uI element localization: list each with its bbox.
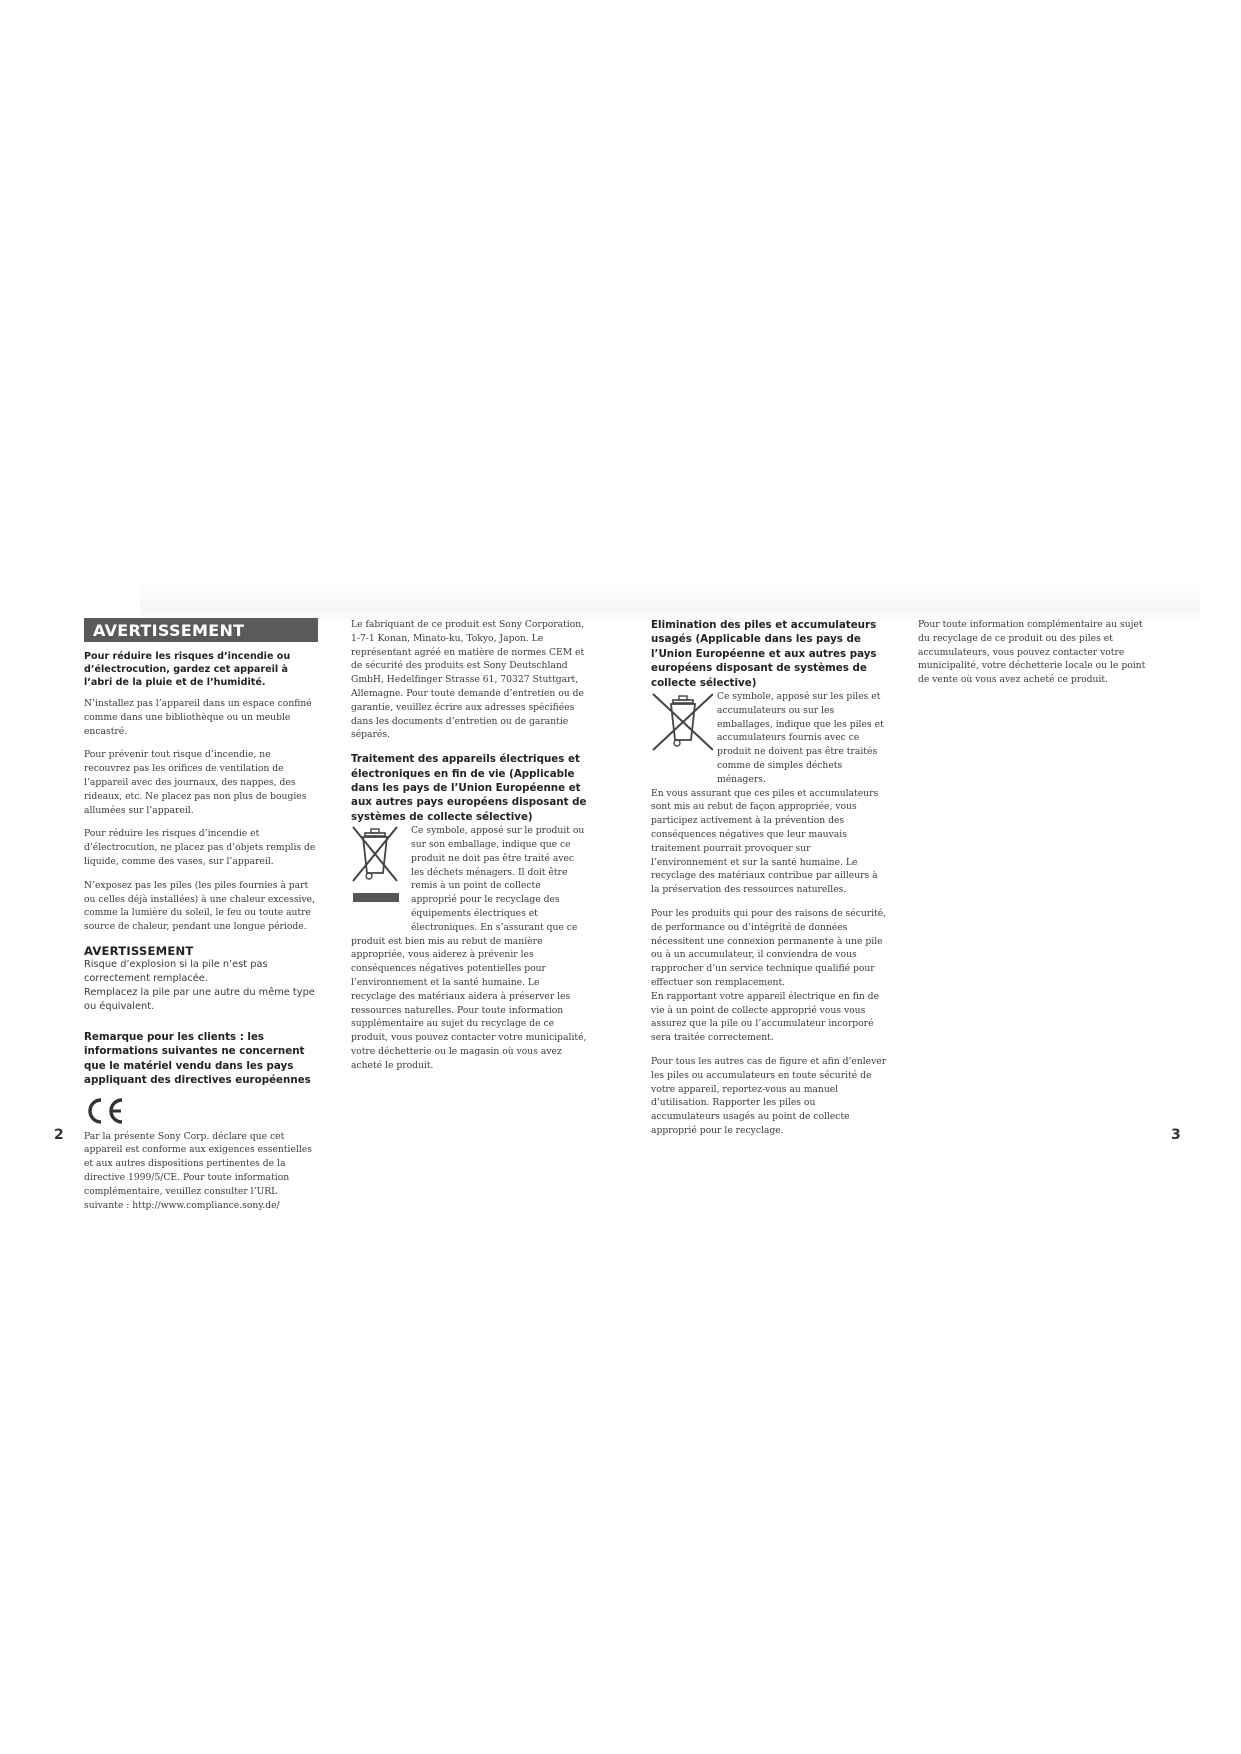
crossed-bin-svg (351, 825, 399, 883)
battery-symbol-block (651, 690, 887, 787)
paragraph: En vous assurant que ces piles et accumulateurs sont mis au rebut de façon appropriée, vous participez activement à la prévention des conséquences négatives que leur mauvais traitement pourrait provoquer sur l’environnement et sur la santé humaine. Le recyclage des matériaux contribue par ailleurs à la préservation des ressources naturelles. (651, 787, 879, 896)
weee-block (351, 824, 587, 934)
column-4 (918, 618, 1152, 697)
warning-banner: AVERTISSEMENT (84, 618, 318, 642)
page-number-left: 2 (54, 1127, 64, 1143)
paragraph: En rapportant votre appareil électrique en fin de vie à un point de collecte approprié vous vous assurez que la pile ou l’accumulateur incorporé sera traitée correctement. (651, 990, 880, 1044)
crossed-bin-icon (351, 825, 399, 902)
section-heading: AVERTISSEMENT (84, 943, 194, 958)
warning-lead: Pour réduire les risques d’incendie ou d’électrocution, gardez cet appareil à l’abri de la pluie et de l’humidité. (84, 651, 291, 688)
manufacturer-paragraph: Le fabriquant de ce produit est Sony Corporation, 1-7-1 Konan, Minato-ku, Tokyo, Japon. Le représentant agréé en matière de normes CEM et de sécurité des produits est Sony Deutschland GmbH, Hedelfinger Strasse 61, 70327 Stuttgart, Allemagne. Pour toute demande d’entretien ou de garantie, veuillez écrire aux adresses spécifiées dans les documents d’entretien ou de garantie séparés. (351, 619, 585, 741)
weee-bar (353, 893, 399, 902)
weee-side-text: Ce symbole, apposé sur le produit ou sur son emballage, indique que ce produit ne doit pas être traité avec les déchets ménagers. Il doit être remis à un point de collecte approprié pour le recyclage des équipements électriques et électroniques. En s’assurant que ce (411, 825, 585, 933)
paragraph: N’exposez pas les piles (les piles fournies à part ou celles déjà installées) à une chaleur excessive, comme la lumière du soleil, le feu ou toute autre source de chaleur, pendant une longue période. (84, 879, 316, 933)
page-number-right: 3 (1171, 1127, 1181, 1143)
column-3 (651, 618, 887, 1148)
crossed-bin-icon (651, 692, 699, 756)
weee-heading: Traitement des appareils électriques et électroniques en fin de vie (Applicable dans les pays de l’Union Européenne et aux autres pays européens disposant de systèmes de collecte sélective) (351, 753, 587, 823)
paragraph: Pour tous les autres cas de figure et afin d’enlever les piles ou accumulateurs en toute sécurité de votre appareil, reportez-vous au manuel d’utilisation. Rapporter les piles ou accumulateurs usagés au point de collecte approprié pour le recyclage. (651, 1055, 887, 1136)
paragraph: Pour les produits qui pour des raisons de sécurité, de performance ou d’intégrité de données nécessitent une connexion permanente à une pile ou à un accumulateur, il conviendra de vous rapprocher d’un service technique qualifié pour effectuer son remplacement. (651, 907, 887, 988)
info-paragraph: Pour toute information complémentaire au sujet du recyclage de ce produit ou des piles et accumulateurs, vous pouvez contacter votre municipalité, votre déchetterie locale ou le point de vente où vous avez acheté ce produit. (918, 619, 1146, 686)
paragraph: Pour prévenir tout risque d’incendie, ne recouvrez pas les orifices de ventilation de l’appareil avec des journaux, des nappes, des rideaux, etc. Ne placez pas non plus de bougies allumées sur l’appareil. (84, 749, 307, 816)
ce-declaration: Par la présente Sony Corp. déclare que cet appareil est conforme aux exigences essentielles et aux autres dispositions pertinentes de la directive 1999/5/CE. Pour toute information complémentaire, veuillez consulter l’URL suivante : http://www.compliance.sony.de/ (84, 1130, 312, 1211)
ce-mark-svg (84, 1096, 126, 1126)
column-2 (351, 618, 587, 1083)
paragraph: Pour réduire les risques d’incendie et d’électrocution, ne placez pas d’objets remplis de liquide, comme des vases, sur l’appareil. (84, 828, 316, 867)
battery-warning: Remplacez la pile par une autre du même type ou équivalent. (84, 986, 315, 1012)
ce-mark-icon (84, 1096, 318, 1126)
remark-heading: Remarque pour les clients : les informations suivantes ne concernent que le matériel vendu dans les pays appliquant des directives européennes (84, 1030, 311, 1087)
battery-warning: Risque d’explosion si la pile n’est pas correctement remplacée. (84, 958, 268, 984)
weee-continued: produit est bien mis au rebut de manière appropriée, vous aiderez à prévenir les conséquences négatives potentielles pour l’environnement et la santé humaine. Le recyclage des matériaux aidera à préserver les ressources naturelles. Pour toute information supplémentaire au sujet du recyclage de ce produit, vous pouvez contacter votre municipalité, votre déchetterie ou le magasin où vous avez acheté le produit. (351, 935, 587, 1071)
battery-side-text: Ce symbole, apposé sur les piles et accumulateurs ou sur les emballages, indique que les piles et accumulateurs fournis avec ce produit ne doivent pas être traités comme de simples déchets ménagers. (717, 691, 884, 785)
battery-heading: Elimination des piles et accumulateurs usagés (Applicable dans les pays de l’Union Européenne et aux autres pays européens disposant de systèmes de collecte sélective) (651, 619, 877, 689)
paragraph: N’installez pas l’appareil dans un espace confiné comme dans une bibliothèque ou un meuble encastré. (84, 698, 312, 737)
column-1 (84, 618, 318, 1212)
crossed-bin-svg (651, 692, 713, 752)
